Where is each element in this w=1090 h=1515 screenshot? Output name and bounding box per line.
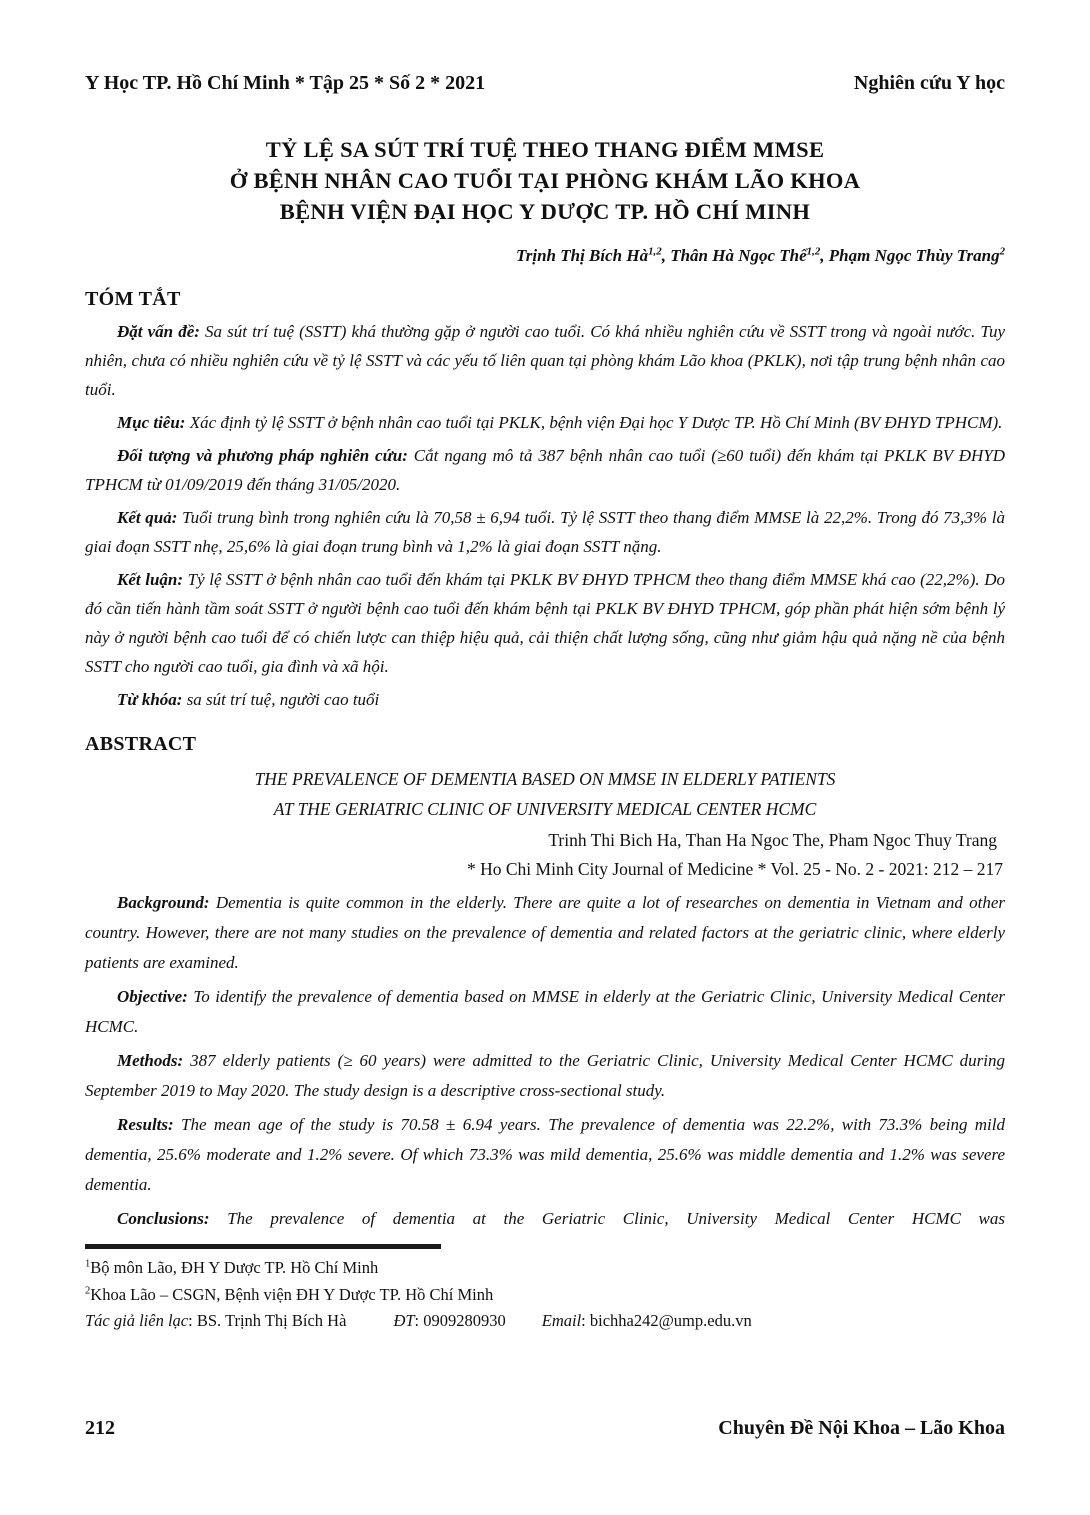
page-content	[85, 0, 1005, 1335]
paragraph-ket-qua	[85, 503, 1005, 561]
footnote-2-text: Khoa Lão – CSGN, Bệnh viện ĐH Y Dược TP. Hồ Chí Minh	[90, 1284, 494, 1304]
article-title-line-3: BỆNH VIỆN ĐẠI HỌC Y DƯỢC TP. HỒ CHÍ MINH	[279, 199, 811, 224]
paragraph-methods	[85, 1046, 1005, 1106]
article-title	[85, 134, 1005, 227]
paragraph-text: The mean age of the study is 70.58 ± 6.94 years. The prevalence of dementia was 22.2%, with 73.3% being mild dementia, 25.6% moderate and 1.2% severe. Of which 73.3% was mild dementia, 25.6% was middle dementia and 1.2% was severe dementia.	[85, 1115, 1006, 1194]
phone-label: ĐT	[393, 1311, 415, 1330]
paragraph-label: Background:	[117, 893, 210, 912]
paragraph-label: Kết quả:	[117, 508, 178, 527]
paragraph-dat-van-de	[85, 317, 1005, 404]
paragraph-text: The prevalence of dementia at the Geriatric Clinic, University Medical Center HCMC was	[227, 1209, 1006, 1228]
author-separator: ,	[820, 246, 829, 265]
heading-tom-tat: TÓM TẮT	[85, 288, 181, 310]
author-3-affiliation-sup: 2	[999, 245, 1005, 258]
paragraph-text: Tỷ lệ SSTT ở bệnh nhân cao tuổi đến khám tại PKLK BV ĐHYD TPHCM theo thang điểm MMSE khá cao (22,2%). Do đó cần tiến hành tầm soát SSTT ở người bệnh cao tuổi đến khám bệnh tại PKLK BV ĐHYD TPHCM, góp phần phát hiện sớm bệnh lý này ở người bệnh cao tuổi để có chiến lược can thiệp hiệu quả, cải thiện chất lượng sống, cũng như giảm hậu quả nặng nề của bệnh SSTT cho người cao tuổi, gia đình và xã hội.	[85, 570, 1006, 676]
footnote-separator-rule	[85, 1244, 441, 1249]
paragraph-background	[85, 888, 1005, 978]
paragraph-label: Conclusions:	[117, 1209, 210, 1228]
paragraph-label: Results:	[117, 1115, 174, 1134]
journal-citation: * Ho Chi Minh City Journal of Medicine * Vol. 25 - No. 2 - 2021: 212 – 217	[466, 859, 1003, 879]
running-head-section: Nghiên cứu Y học	[853, 72, 1005, 94]
english-title-line-1: THE PREVALENCE OF DEMENTIA BASED ON MMSE IN ELDERLY PATIENTS	[254, 769, 836, 789]
paragraph-muc-tieu	[85, 408, 1005, 437]
running-head	[85, 70, 1005, 96]
phone-value: : 0909280930	[414, 1311, 506, 1330]
paragraph-text: Dementia is quite common in the elderly. There are quite a lot of researches on dementia in Vietnam and other country. However, there are not many studies on the prevalence of dementia and related factors at the geriatric clinic, where elderly patients are examined.	[85, 893, 1005, 972]
page-footer	[85, 1415, 1005, 1441]
authors-english: Trinh Thi Bich Ha, Than Ha Ngoc The, Pham Ngoc Thuy Trang	[548, 830, 997, 850]
author-1: Trịnh Thị Bích Hà	[515, 246, 649, 265]
paragraph-text: To identify the prevalence of dementia based on MMSE in elderly at the Geriatric Clinic, University Medical Center HCMC.	[85, 987, 1005, 1036]
keywords-text: sa sút trí tuệ, người cao tuổi	[186, 690, 380, 709]
author-2: Thân Hà Ngọc Thể	[670, 246, 807, 265]
heading-abstract: ABSTRACT	[85, 733, 197, 755]
paragraph-text: Tuổi trung bình trong nghiên cứu là 70,58 ± 6,94 tuổi. Tỷ lệ SSTT theo thang điểm MMSE là 22,2%. Trong đó 73,3% là giai đoạn SSTT nhẹ, 25,6% là giai đoạn trung bình và 1,2% là giai đoạn SSTT nặng.	[85, 508, 1006, 556]
footnote-affiliation-1	[85, 1255, 1005, 1282]
keywords-line	[85, 685, 1005, 714]
paragraph-results	[85, 1110, 1005, 1200]
footnote-block	[85, 1244, 1005, 1335]
paragraph-label: Đặt vấn đề:	[117, 322, 200, 341]
authors-vietnamese	[85, 243, 1005, 269]
footer-section-title: Chuyên Đề Nội Khoa – Lão Khoa	[718, 1417, 1005, 1439]
contact-phone-segment	[393, 1311, 505, 1330]
paragraph-objective	[85, 982, 1005, 1042]
article-title-line-1: TỶ LỆ SA SÚT TRÍ TUỆ THEO THANG ĐIỂM MMSE	[265, 137, 825, 162]
author-1-affiliation-sup: 1,2	[648, 245, 662, 258]
footnote-1-text: Bộ môn Lão, ĐH Y Dược TP. Hồ Chí Minh	[90, 1258, 379, 1277]
paragraph-text: Cắt ngang mô tả 387 bệnh nhân cao tuổi (≥60 tuổi) đến khám tại PKLK BV ĐHYD TPHCM từ 01/09/2019 đến tháng 31/05/2020.	[85, 446, 1005, 494]
paragraph-text: 387 elderly patients (≥ 60 years) were admitted to the Geriatric Clinic, University Medical Center HCMC during September 2019 to May 2020. The study design is a descriptive cross-sectional study.	[85, 1051, 1005, 1100]
paragraph-doi-tuong	[85, 441, 1005, 499]
running-head-journal: Y Học TP. Hồ Chí Minh * Tập 25 * Số 2 * 2021	[85, 72, 486, 94]
paragraph-label: Kết luận:	[117, 570, 184, 589]
footnote-1-sup: 1	[85, 1258, 91, 1270]
paragraph-conclusions	[85, 1204, 1005, 1234]
paragraph-label: Mục tiêu:	[117, 413, 186, 432]
english-title	[85, 764, 1005, 824]
article-title-line-2: Ở BỆNH NHÂN CAO TUỔI TẠI PHÒNG KHÁM LÃO KHOA	[229, 168, 861, 193]
contact-author-segment	[85, 1311, 346, 1330]
footnote-contact	[85, 1308, 1005, 1335]
author-2-affiliation-sup: 1,2	[806, 245, 821, 258]
author-3: Phạm Ngọc Thùy Trang	[828, 246, 1000, 265]
contact-email-segment	[542, 1311, 752, 1330]
keywords-label: Từ khóa:	[117, 690, 183, 709]
paragraph-ket-luan	[85, 565, 1005, 681]
email-value: : bichha242@ump.edu.vn	[581, 1311, 752, 1330]
page-number: 212	[85, 1417, 115, 1439]
footnote-2-sup: 2	[85, 1285, 91, 1296]
contact-label: Tác giả liên lạc	[85, 1311, 189, 1330]
paragraph-label: Objective:	[117, 987, 188, 1006]
paragraph-label: Methods:	[117, 1051, 184, 1070]
email-label: Email	[541, 1311, 582, 1330]
footnote-affiliation-2	[85, 1282, 1005, 1309]
english-title-line-2: AT THE GERIATRIC CLINIC OF UNIVERSITY MEDICAL CENTER HCMC	[273, 799, 817, 819]
paragraph-text: Xác định tỷ lệ SSTT ở bệnh nhân cao tuổi tại PKLK, bệnh viện Đại học Y Dược TP. Hồ Chí Minh (BV ĐHYD TPHCM).	[189, 413, 1003, 432]
paragraph-label: Đối tượng và phương pháp nghiên cứu:	[117, 446, 408, 465]
contact-value: : BS. Trịnh Thị Bích Hà	[188, 1311, 347, 1330]
author-separator: ,	[661, 246, 671, 265]
paragraph-text: Sa sút trí tuệ (SSTT) khá thường gặp ở người cao tuổi. Có khá nhiều nghiên cứu về SSTT trong và ngoài nước. Tuy nhiên, chưa có nhiều nghiên cứu về tỷ lệ SSTT và các yếu tố liên quan tại phòng khám Lão khoa (PKLK), nơi tập trung bệnh nhân cao tuổi.	[85, 322, 1005, 399]
